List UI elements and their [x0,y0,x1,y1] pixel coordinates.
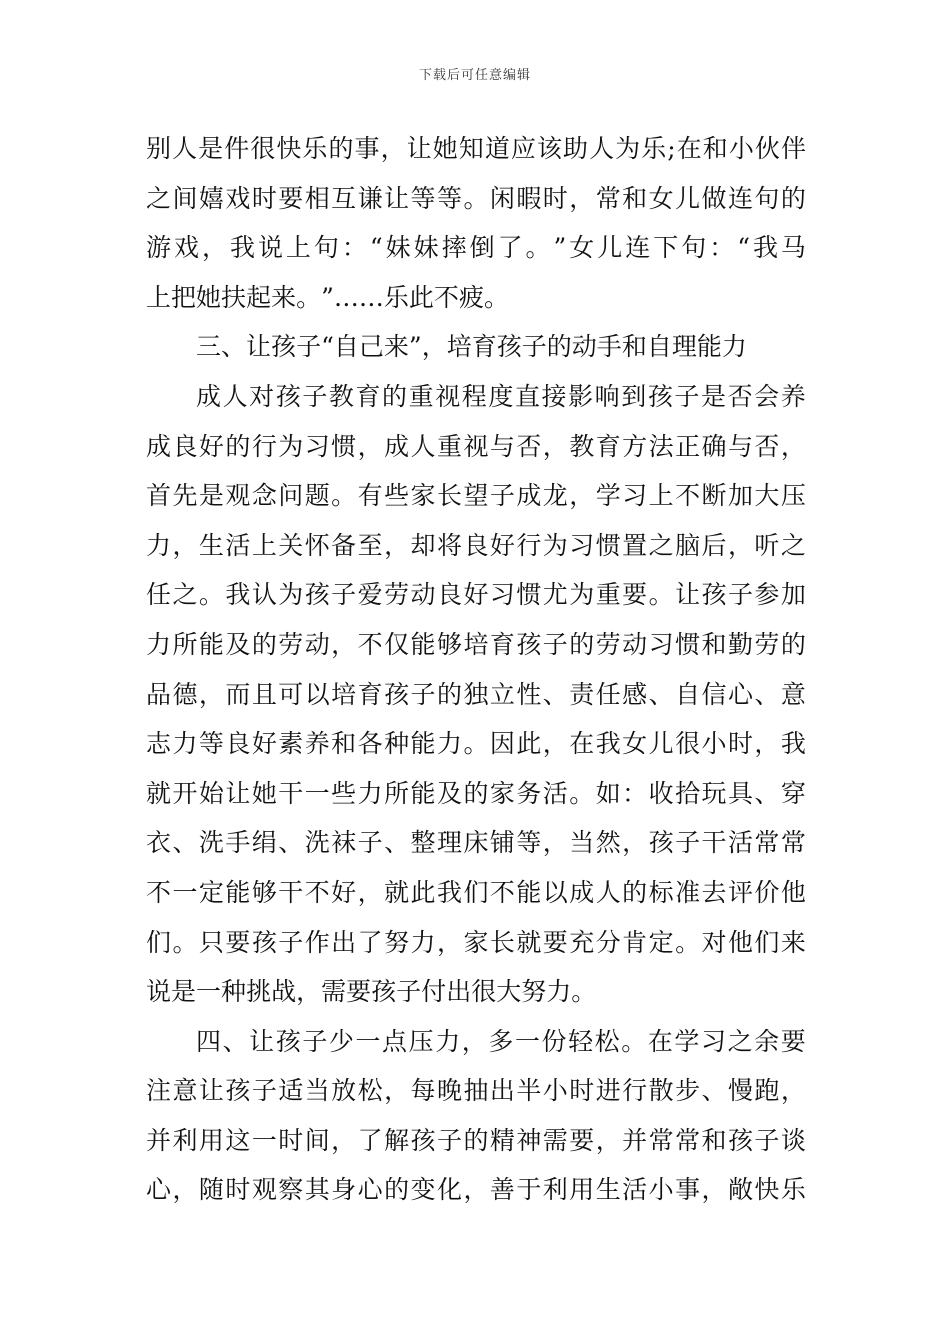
text-line: 不 一 定 能 够 干 不 好 ， 就 此 我 们 不 能 以 成 人 的 标 准 去 评 价 他 [146,877,806,907]
body-text [146,124,806,1215]
text-line: 别 人 是 件 很 快 乐 的 事 ， 让 她 知 道 应 该 助 人 为 乐 ; 在 和 小 伙 伴 [146,134,806,163]
text-line: 心 ， 随 时 观 察 其 身 心 的 变 化 ， 善 于 利 用 生 活 小 事 ， 敞 快 乐 [146,1175,806,1205]
text-line: 四 、 让 孩 子 少 一 点 压 力 ， 多 一 份 轻 松 。 在 学 习 之 余 要 [196,1026,806,1056]
text-line: 注 意 让 孩 子 适 当 放 松 ， 每 晚 抽 出 半 小 时 进 行 散 步 、 慢 跑 ， [146,1076,806,1106]
text-line: 上 把 她 扶 起 来 。 ” … … 乐 此 不 疲 。 [146,282,509,312]
text-line: 就 开 始 让 她 干 一 些 力 所 能 及 的 家 务 活 。 如 ： 收 拾 玩 具 、 穿 [146,778,806,808]
text-line: 游 戏 ， 我 说 上 句 ： “ 妹 妹 摔 倒 了 。 ” 女 儿 连 下 句 ： “ 我 马 [146,233,806,263]
text-line: 并 利 用 这 一 时 间 ， 了 解 孩 子 的 精 神 需 要 ， 并 常 常 和 孩 子 谈 [146,1125,806,1155]
text-line: 品 德 ， 而 且 可 以 培 育 孩 子 的 独 立 性 、 责 任 感 、 自 信 心 、 意 [146,679,806,709]
text-line: 成 良 好 的 行 为 习 惯 ， 成 人 重 视 与 否 ， 教 育 方 法 正 确 与 否 ， [146,431,806,461]
text-line: 力 ， 生 活 上 关 怀 备 至 ， 却 将 良 好 行 为 习 惯 置 之 脑 后 ， 听 之 [146,530,806,560]
text-line: 任 之 。 我 认 为 孩 子 爱 劳 动 良 好 习 惯 尤 为 重 要 。 让 孩 子 参 加 [146,580,806,610]
text-line: 首 先 是 观 念 问 题 。 有 些 家 长 望 子 成 龙 ， 学 习 上 不 断 加 大 压 [146,481,806,511]
text-line: 衣 、 洗 手 绢 、 洗 袜 子 、 整 理 床 铺 等 ， 当 然 ， 孩 子 干 活 常 常 [146,828,806,858]
text-line: 们 。 只 要 孩 子 作 出 了 努 力 ， 家 长 就 要 充 分 肯 定 。 对 他 们 来 [146,927,806,957]
text-line: 三 、 让 孩 子 “ 自 己 来 ” ， 培 育 孩 子 的 动 手 和 自 理 能 力 [196,332,747,362]
text-line: 说 是 一 种 挑 战 ， 需 要 孩 子 付 出 很 大 努 力 。 [146,977,597,1007]
text-line: 之 间 嬉 戏 时 要 相 互 谦 让 等 等 。 闲 暇 时 ， 常 和 女 儿 做 连 句 的 [146,183,806,213]
text-line: 力 所 能 及 的 劳 动 ， 不 仅 能 够 培 育 孩 子 的 劳 动 习 惯 和 勤 劳 的 [146,629,806,659]
text-line: 成 人 对 孩 子 教 育 的 重 视 程 度 直 接 影 响 到 孩 子 是 否 会 养 [196,381,806,411]
text-line: 志 力 等 良 好 素 养 和 各 种 能 力 。 因 此 ， 在 我 女 儿 很 小 时 ， 我 [146,729,806,759]
page-header: 下载后可任意编辑 [418,68,531,83]
